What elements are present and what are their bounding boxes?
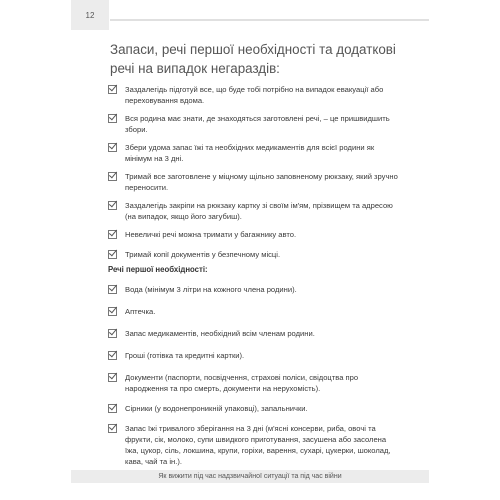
list-item-text: Заздалегідь закріпи на рюкзаку картку зі своїм ім'ям, прізвищем та адресою (на випадок, якщо його загубиш). [125,201,393,221]
list-item [108,249,398,260]
list-item [108,306,398,317]
checkbox-icon [108,373,117,382]
list-item [108,84,398,106]
list-item-text: Запас їжі тривалого зберігання на 3 дні (м'ясні консерви, риба, овочі та фрукти, сік, молоко, супи швидкого приготування, засушена або засолена їжа, цукор, сіль, локшина, крупи, горіхи, варення, сухарі, цукерки, шоколад, кава, чай та ін.). [125,424,391,466]
list-item [108,284,398,295]
list-item-text: Аптечка. [125,307,156,316]
list-item-text: Заздалегідь підготуй все, що буде тобі потрібно на випадок евакуації або переховування вдома. [125,85,384,105]
page-title: Запаси, речі першої необхідності та додаткові речі на випадок негараздів: [110,42,396,76]
checkbox-icon [108,201,117,210]
checkbox-icon [108,230,117,239]
list-item [108,328,398,339]
top-divider [110,19,429,21]
checkbox-icon [108,250,117,259]
list-item-text: Сірники (у водонепроникній упаковці), запальнички. [125,404,308,413]
section-heading: Речі першої необхідності: [108,265,208,274]
list-item [108,142,398,164]
list-item-text: Запас медикаментів, необхідний всім членам родини. [125,329,315,338]
list-item [108,403,398,414]
checkbox-icon [108,114,117,123]
list-item-text: Вода (мінімум 3 літри на кожного члена родини). [125,285,297,294]
footer-banner [71,470,429,483]
list-item-text: Вся родина має знати, де знаходяться заготовлені речі, – це пришвидшить збори. [125,114,390,134]
checkbox-icon [108,172,117,181]
list-item [108,113,398,135]
checkbox-icon [108,285,117,294]
checkbox-icon [108,143,117,152]
list-item-text: Документи (паспорти, посвідчення, страхові поліси, свідоцтва про народження та про смерть, документи на нерухомість). [125,373,359,393]
list-item [108,200,398,222]
list-item-text: Невеличкі речі можна тримати у багажнику авто. [125,230,297,239]
checkbox-icon [108,404,117,413]
page-number: 12 [71,0,109,30]
essentials-list [108,284,398,467]
checkbox-icon [108,351,117,360]
checkbox-icon [108,329,117,338]
list-item-text: Тримай копії документів у безпечному місці. [125,250,281,259]
list-item [108,171,398,193]
list-item [108,350,398,361]
checkbox-icon [108,307,117,316]
checkbox-icon [108,424,117,433]
list-item [108,372,398,394]
footer-text: Як вижити під час надзвичайної ситуації та під час війни [158,473,342,480]
list-item-text: Збери удома запас їжі та необхідних медикаментів для всієї родини як мінімум на 3 дні. [125,143,375,163]
list-item-text: Тримай все заготовлене у міцному щільно заповненому рюкзаку, який зручно переносити. [125,172,398,192]
checkbox-icon [108,85,117,94]
list-item [108,423,398,467]
list-item-text: Гроші (готівка та кредитні картки). [125,351,245,360]
preparation-list [108,84,398,260]
list-item [108,229,398,240]
